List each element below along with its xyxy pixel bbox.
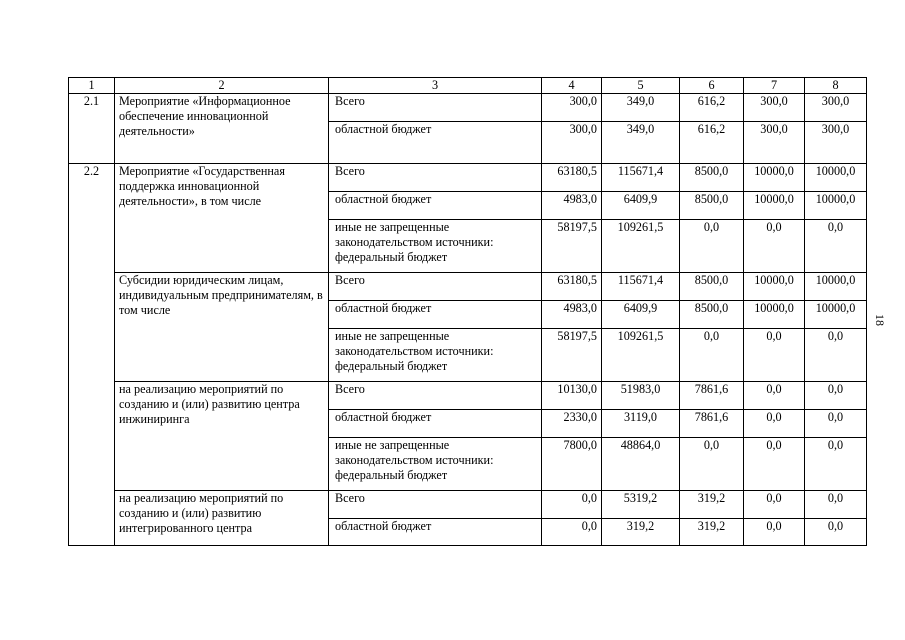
value-cell: 0,0 bbox=[680, 438, 744, 491]
value-cell: 0,0 bbox=[542, 491, 602, 519]
table-row bbox=[69, 164, 867, 192]
value-cell: 0,0 bbox=[744, 220, 805, 273]
value-cell: 0,0 bbox=[744, 491, 805, 519]
value-cell: 115671,4 bbox=[602, 164, 680, 192]
funding-source: Всего bbox=[329, 94, 542, 122]
value-cell: 349,0 bbox=[602, 122, 680, 164]
funding-source: Всего bbox=[329, 382, 542, 410]
measure-name: Мероприятие «Информационное обеспечение инновационной деятельности» bbox=[115, 94, 329, 164]
value-cell: 8500,0 bbox=[680, 164, 744, 192]
value-cell: 0,0 bbox=[805, 491, 867, 519]
table-row bbox=[69, 382, 867, 410]
budget-table bbox=[68, 77, 867, 546]
value-cell: 319,2 bbox=[680, 491, 744, 519]
value-cell: 2330,0 bbox=[542, 410, 602, 438]
value-cell: 109261,5 bbox=[602, 220, 680, 273]
funding-source: иные не запрещенные законодательством источники: федеральный бюджет bbox=[329, 329, 542, 382]
value-cell: 0,0 bbox=[744, 410, 805, 438]
row-index: 2.1 bbox=[69, 94, 115, 164]
value-cell: 63180,5 bbox=[542, 164, 602, 192]
header-row bbox=[69, 78, 867, 94]
value-cell: 0,0 bbox=[744, 438, 805, 491]
value-cell: 616,2 bbox=[680, 122, 744, 164]
header-cell: 4 bbox=[542, 78, 602, 94]
value-cell: 300,0 bbox=[542, 122, 602, 164]
value-cell: 63180,5 bbox=[542, 273, 602, 301]
value-cell: 300,0 bbox=[805, 122, 867, 164]
value-cell: 0,0 bbox=[805, 220, 867, 273]
funding-source: иные не запрещенные законодательством источники: федеральный бюджет bbox=[329, 438, 542, 491]
table-row bbox=[69, 94, 867, 122]
value-cell: 10000,0 bbox=[744, 192, 805, 220]
value-cell: 8500,0 bbox=[680, 301, 744, 329]
value-cell: 10000,0 bbox=[744, 301, 805, 329]
value-cell: 0,0 bbox=[805, 410, 867, 438]
value-cell: 10000,0 bbox=[805, 273, 867, 301]
value-cell: 51983,0 bbox=[602, 382, 680, 410]
value-cell: 8500,0 bbox=[680, 273, 744, 301]
header-cell: 2 bbox=[115, 78, 329, 94]
funding-source: Всего bbox=[329, 273, 542, 301]
funding-source: областной бюджет bbox=[329, 519, 542, 546]
header-cell: 7 bbox=[744, 78, 805, 94]
value-cell: 10000,0 bbox=[805, 301, 867, 329]
value-cell: 0,0 bbox=[805, 329, 867, 382]
value-cell: 5319,2 bbox=[602, 491, 680, 519]
value-cell: 6409,9 bbox=[602, 301, 680, 329]
value-cell: 4983,0 bbox=[542, 192, 602, 220]
value-cell: 10000,0 bbox=[744, 164, 805, 192]
table-row bbox=[69, 273, 867, 301]
value-cell: 0,0 bbox=[805, 382, 867, 410]
funding-source: областной бюджет bbox=[329, 192, 542, 220]
header-cell: 3 bbox=[329, 78, 542, 94]
measure-name: Мероприятие «Государственная поддержка инновационной деятельности», в том числе bbox=[115, 164, 329, 273]
value-cell: 10000,0 bbox=[805, 164, 867, 192]
page-number: 18 bbox=[873, 314, 887, 326]
value-cell: 10000,0 bbox=[744, 273, 805, 301]
header-cell: 5 bbox=[602, 78, 680, 94]
value-cell: 6409,9 bbox=[602, 192, 680, 220]
value-cell: 0,0 bbox=[805, 519, 867, 546]
value-cell: 616,2 bbox=[680, 94, 744, 122]
funding-source: Всего bbox=[329, 164, 542, 192]
value-cell: 319,2 bbox=[602, 519, 680, 546]
value-cell: 0,0 bbox=[744, 329, 805, 382]
value-cell: 4983,0 bbox=[542, 301, 602, 329]
measure-name: на реализацию мероприятий по созданию и (или) развитию интегрированного центра bbox=[115, 491, 329, 546]
value-cell: 0,0 bbox=[680, 220, 744, 273]
funding-source: областной бюджет bbox=[329, 301, 542, 329]
value-cell: 7861,6 bbox=[680, 410, 744, 438]
table-row bbox=[69, 491, 867, 519]
funding-source: областной бюджет bbox=[329, 122, 542, 164]
value-cell: 0,0 bbox=[805, 438, 867, 491]
value-cell: 0,0 bbox=[744, 519, 805, 546]
row-index: 2.2 bbox=[69, 164, 115, 546]
value-cell: 10130,0 bbox=[542, 382, 602, 410]
value-cell: 10000,0 bbox=[805, 192, 867, 220]
measure-name: на реализацию мероприятий по созданию и (или) развитию центра инжиниринга bbox=[115, 382, 329, 491]
measure-name: Субсидии юридическим лицам, индивидуальным предпринимателям, в том числе bbox=[115, 273, 329, 382]
value-cell: 7800,0 bbox=[542, 438, 602, 491]
value-cell: 8500,0 bbox=[680, 192, 744, 220]
value-cell: 58197,5 bbox=[542, 220, 602, 273]
funding-source: областной бюджет bbox=[329, 410, 542, 438]
value-cell: 115671,4 bbox=[602, 273, 680, 301]
value-cell: 58197,5 bbox=[542, 329, 602, 382]
value-cell: 300,0 bbox=[744, 122, 805, 164]
value-cell: 300,0 bbox=[805, 94, 867, 122]
value-cell: 319,2 bbox=[680, 519, 744, 546]
value-cell: 0,0 bbox=[542, 519, 602, 546]
value-cell: 0,0 bbox=[680, 329, 744, 382]
value-cell: 300,0 bbox=[744, 94, 805, 122]
header-cell: 1 bbox=[69, 78, 115, 94]
value-cell: 109261,5 bbox=[602, 329, 680, 382]
funding-source: иные не запрещенные законодательством источники: федеральный бюджет bbox=[329, 220, 542, 273]
header-cell: 8 bbox=[805, 78, 867, 94]
header-cell: 6 bbox=[680, 78, 744, 94]
value-cell: 48864,0 bbox=[602, 438, 680, 491]
value-cell: 0,0 bbox=[744, 382, 805, 410]
value-cell: 300,0 bbox=[542, 94, 602, 122]
value-cell: 7861,6 bbox=[680, 382, 744, 410]
value-cell: 3119,0 bbox=[602, 410, 680, 438]
value-cell: 349,0 bbox=[602, 94, 680, 122]
funding-source: Всего bbox=[329, 491, 542, 519]
